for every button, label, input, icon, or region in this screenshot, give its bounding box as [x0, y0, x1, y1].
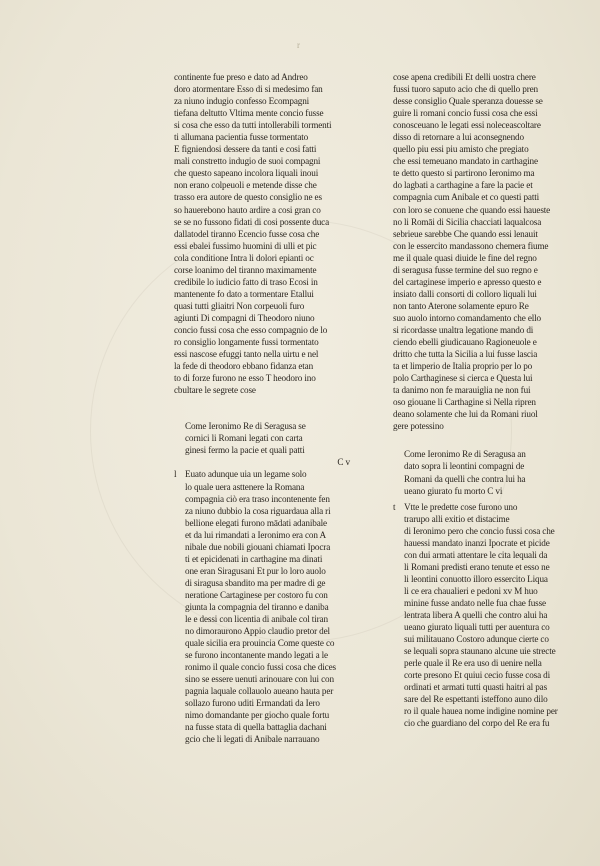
- left-column-body2-line: neratione Cartaginese per costoro fu con: [185, 589, 328, 600]
- left-body1-line: to di forze furono ne esso T heodoro ino: [174, 373, 316, 384]
- left-column-body2-line: no dimoraurono Appio claudio pretor del: [185, 626, 330, 637]
- left-column-body2-line: se furono incontanente mando legati a le: [185, 650, 328, 661]
- right-body1-line: cose apena credibili Et delli uostra chere: [393, 72, 536, 82]
- right-body1-line: conosceuano le legati essi noleceascoltare: [393, 120, 541, 131]
- right-column-body2-line: [393, 501, 583, 513]
- left-body1-line: cbultare le segrete cose: [174, 385, 256, 396]
- right-body1-line: quello piu essi piu amisto che pregiato: [393, 144, 529, 155]
- left-heading-line: Come Ieronimo Re di Seragusa se: [185, 421, 306, 432]
- right-column-body2-line: ordinati et armati tutti quasti haitri al pas: [404, 682, 548, 693]
- right-body1-line: ta danimo non fe marauiglia ne non fui: [393, 385, 531, 396]
- right-body1-line: con le essercito mandassono chemera fiume: [393, 240, 549, 251]
- left-column-body2-line: giunta la compagnia del tiranno e daniba: [185, 601, 329, 612]
- left-body1-line: concio fussi cosa che esso compagnio de lo: [174, 324, 328, 335]
- left-column-body2-line: gcio che li legati di Anibale narrauano: [185, 734, 320, 745]
- left-column-body2-line: sino se essere uenuti arinouare con lui con: [185, 674, 334, 685]
- right-heading-line: dato sopra li leontini compagni de: [404, 461, 525, 472]
- left-column-body2-line: quale sicilia era prouincia Come queste co: [185, 638, 335, 649]
- left-body1-line: quasi tutti gliaitri Non corpeuoli furo: [174, 300, 305, 311]
- left-column-body2-line: pagnia laquale collauolo aueano hauta per: [185, 686, 334, 697]
- right-body-text: [393, 71, 583, 432]
- right-body1-line: dritto che tutta la Sicilia a lui fusse lascia: [393, 349, 538, 360]
- right-body1-line: che essi temeuano mandato in carthagine: [393, 156, 538, 167]
- left-body1-line: credibile lo iudicio fatto di traso Ecosi in: [174, 276, 318, 287]
- left-body1-line: mali constretto indugio de suoi compagni: [174, 156, 321, 167]
- left-column-body2-line: one eran Siragusani Et pur lo loro auolo: [185, 565, 326, 576]
- left-column: [174, 71, 360, 746]
- left-body1-line: agiunti Di compagni di Theodoro niuno: [174, 312, 315, 323]
- left-body1-line: doro atormentare Esso di si medesimo fan: [174, 84, 323, 95]
- right-column-body2-line: li leontini conuotto illoro essercito Liqua: [404, 573, 548, 584]
- right-column-body2-line: lentrata libera A quelli che contro alui ha: [404, 610, 548, 621]
- right-body1-line: gere potessino: [393, 421, 444, 432]
- right-column-body2-line: ro il quale hauea nome indigine nomine per: [404, 706, 558, 717]
- left-body1-line: za niuno indugio confesso Ecompagni: [174, 96, 310, 107]
- right-column-body2-line: ueano giurato liquali tutti per auentura co: [404, 622, 550, 633]
- right-column-body2-line: li Romani predisti erano tenute et esso ne: [404, 561, 550, 572]
- right-body1-line: ta et limperio de Italia proprio per lo po: [393, 361, 533, 372]
- left-column-body2-line: za niuno dubbio la cosa riguardaua alla ri: [185, 505, 331, 516]
- left-column-body2-line: [174, 468, 360, 480]
- initial-letter: l: [174, 469, 177, 480]
- left-body1-line: essi ebalei fussimo huomini di ulli et pic: [174, 240, 317, 251]
- line-text: Vtte le predette cose furono uno: [404, 501, 518, 512]
- right-column-body2-line: hauessi mandato inanzi Ipocrate et picide: [404, 537, 550, 548]
- right-column-body2-line: minine fusse andato nelle fua chae fusse: [404, 597, 546, 608]
- right-column-body2-line: li ce era chaualieri e pedoni xv M huo: [404, 585, 538, 596]
- left-body1-line: continente fue preso e dato ad Andreo: [174, 72, 308, 82]
- right-body1-line: desse consiglio Quale speranza douesse se: [393, 96, 543, 107]
- left-heading-line: ginesi fermo la pacie et quali patti: [185, 445, 305, 456]
- left-body-text-continued: [174, 468, 360, 745]
- right-body1-line: si ricordasse unaltra legatione mando di: [393, 324, 534, 335]
- left-column-body2-line: bellione elegati furono mādati adanibale: [185, 517, 327, 528]
- left-column-body2-line: ti et epicidenati in carthagine ma dinati: [185, 553, 323, 564]
- right-heading-line: Come Ieronimo Re di Seragusa an: [404, 449, 526, 460]
- right-column-body2-line: se lequali sopra staunano alcune uie strecte: [404, 646, 556, 657]
- right-column-body2-line: corte presono Et quiui cecio fusse cosa di: [404, 670, 551, 681]
- right-column-body2-line: trarupo alli exitio et distacime: [404, 513, 510, 524]
- left-body1-line: essi nascose efuggi tanto nella uirtu e nel: [174, 349, 319, 360]
- left-column-body2-line: nimo domandante per giocho quale fortu: [185, 710, 330, 721]
- left-body1-line: la fede di theodoro ebbano fidanza etan: [174, 361, 314, 372]
- left-body1-line: ro consiglio longamente fussi tormentato: [174, 337, 319, 348]
- left-body1-line: se se no fussono fidati di cosi possente duca: [174, 216, 330, 227]
- left-column-body2-line: lo quale uera asttenere la Romana: [185, 481, 305, 492]
- right-column-body2-line: sare del Re espettanti isteffono auno dilo: [404, 694, 548, 705]
- right-body1-line: guire li romani concio fussi cosa che essi: [393, 108, 538, 119]
- right-body1-line: deano solamente che lui da Romani riuol: [393, 409, 538, 420]
- line-text: Euato adunque uia un legame solo: [185, 469, 307, 480]
- right-chapter-heading: [393, 448, 583, 496]
- left-body1-line: trasso era autore de questo consiglio ne es: [174, 192, 322, 203]
- right-column-body2-line: con dui armati attentare le cita lequali da: [404, 549, 548, 560]
- right-column: [393, 71, 583, 729]
- left-column-body2-line: ronimo il quale concio fussi cosa che dices: [185, 662, 336, 673]
- right-column-body2-line: perle quale il Re era uso di uenire nella: [404, 658, 542, 669]
- right-body1-line: no li Romāi di Sicilia chacciati laqualcosa: [393, 216, 542, 227]
- left-body-text: [174, 71, 360, 396]
- left-body1-line: non erano colpeuoli e metende disse che: [174, 180, 317, 191]
- left-column-body2-line: et da lui rimandati a Ieronimo era con A: [185, 529, 326, 540]
- left-body1-line: che questo sapeano incolora liquali inoui: [174, 168, 319, 179]
- left-body1-line: so hauerebono hauto ardire a cosi gran co: [174, 204, 321, 215]
- left-column-body2-line: sollazo furono uditi Ermandati da Iero: [185, 698, 320, 709]
- left-body1-line: cola conditione Intra li dolori epianti oc: [174, 252, 314, 263]
- right-column-body2-line: sui militauano Costoro adunque cierte co: [404, 634, 549, 645]
- right-body1-line: me il quale quasi diuide le fine del regno: [393, 252, 537, 263]
- left-body1-line: corse loanimo del tiranno maximamente: [174, 264, 317, 275]
- left-column-body2-line: le e dessi con licentia di anibale col tiran: [185, 614, 328, 625]
- right-column-body2-line: di Ieronimo pero che concio fussi cosa che: [404, 525, 555, 536]
- right-body1-line: te detto questo si partirono Ieronimo ma: [393, 168, 535, 179]
- right-body1-line: compagnia cum Anibale et co questi patti: [393, 192, 540, 203]
- right-column-body2-line: cio che guardiano del corpo del Re era fu: [404, 718, 550, 729]
- right-body1-line: suo auolo intorno comandamento che ello: [393, 312, 542, 323]
- left-body1-line: tiefana deltutto Vltima mente concio fusse: [174, 108, 324, 119]
- left-column-body2-line: di siragusa sbandito ma per madre di ge: [185, 577, 326, 588]
- right-body1-line: del cartaginese imperio e apresso questo e: [393, 276, 542, 287]
- left-heading-line: cornici li Romani legati con carta: [185, 433, 303, 444]
- left-chapter-heading: [174, 420, 360, 468]
- left-column-body2-line: nibale due nobili giouani chiamati Ipocra: [185, 541, 331, 552]
- initial-letter: t: [393, 501, 396, 512]
- left-body1-line: si cosa che esso da tutti intollerabili tormenti: [174, 120, 332, 131]
- right-body1-line: oso giouane li Carthagine si Nella ripren: [393, 397, 536, 408]
- right-body1-line: fussi tuoro saputo acio che di quello pren: [393, 84, 539, 95]
- right-body1-line: con loro se conuene che quando essi haueste: [393, 204, 551, 215]
- right-heading-line: Romani da quelli che contra lui ha: [404, 473, 526, 484]
- right-body-text-continued: [393, 501, 583, 730]
- left-column-body2-line: compagnia ciò era traso incontenente fen: [185, 493, 330, 504]
- right-body1-line: ciendo ebelli giudicauano Ragioneuole e: [393, 337, 537, 348]
- right-body1-line: polo Carthaginese si cierca e Questa lui: [393, 373, 533, 384]
- right-body1-line: sebrieue sarebbe Che quando essi lenauit: [393, 228, 538, 239]
- left-column-body2-line: na fusse stata di quella battaglia dachani: [185, 722, 327, 733]
- right-body1-line: di seragusa fusse termine del suo regno e: [393, 264, 538, 275]
- left-body1-line: dallatodel tiranno Ecencio fusse cosa che: [174, 228, 320, 239]
- left-body1-line: ti allumana pacientia fusse tormentato: [174, 132, 309, 143]
- page-mark: r: [297, 40, 300, 50]
- right-heading-line: ueano giurato fu morto C vi: [404, 485, 503, 496]
- right-body1-line: non tanto Aterone solamente epuro Re: [393, 300, 529, 311]
- right-body1-line: do lagbati a carthagine a fare la pacie et: [393, 180, 533, 191]
- right-body1-line: insiato dalli consorti di colloro liquali lui: [393, 288, 537, 299]
- right-body1-line: disso di retornare a lui aconsegnendo: [393, 132, 524, 143]
- left-heading-line: C v: [337, 457, 350, 468]
- left-body1-line: E figniendosi dessere da tanti e cosi fatti: [174, 144, 317, 155]
- left-body1-line: mantenente fo dato a tormentare Etallui: [174, 288, 314, 299]
